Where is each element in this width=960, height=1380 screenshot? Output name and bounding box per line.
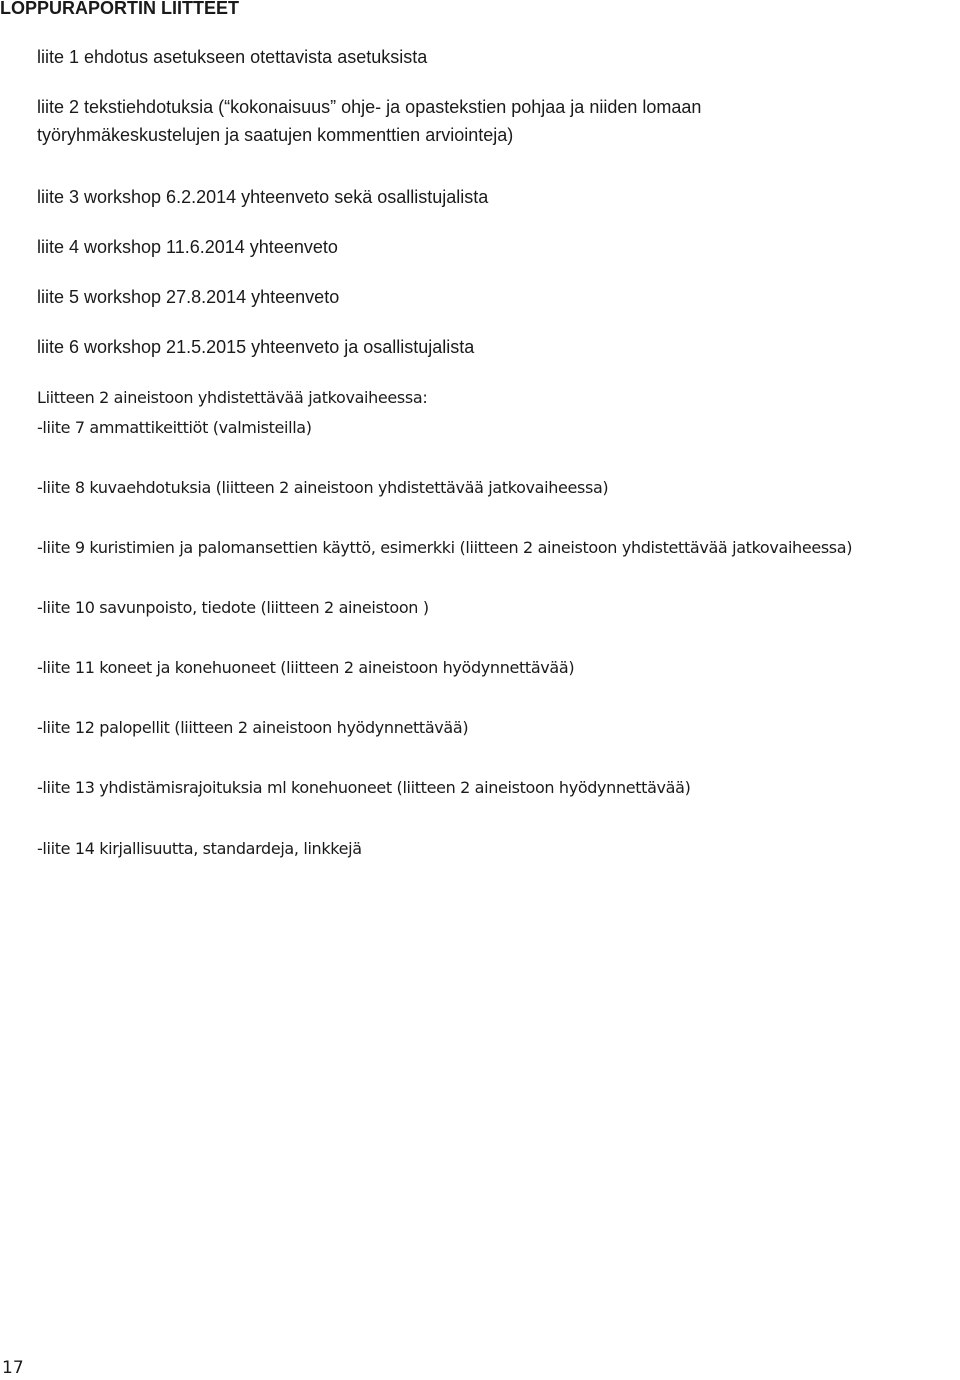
attachment-2: liite 2 tekstiehdotuksia (“kokonaisuus” ohje- ja opastekstien pohjaa ja niiden lomaan — [37, 97, 702, 117]
additional-attachment-8: -liite 8 kuvaehdotuksia (liitteen 2 aineistoon yhdistettävää jatkovaiheessa) — [37, 478, 609, 497]
attachment-4: liite 4 workshop 11.6.2014 yhteenveto — [37, 237, 338, 257]
additional-attachment-14: -liite 14 kirjallisuutta, standardeja, linkkejä — [37, 839, 362, 858]
attachment-2-continued: työryhmäkeskustelujen ja saatujen kommenttien arviointeja) — [37, 125, 514, 145]
additional-attachment-12: -liite 12 palopellit (liitteen 2 aineistoon hyödynnettävää) — [37, 718, 469, 737]
page-number: 17 — [2, 1358, 24, 1378]
attachment-1: liite 1 ehdotus asetukseen otettavista asetuksista — [37, 47, 428, 67]
attachment-6: liite 6 workshop 21.5.2015 yhteenveto ja osallistujalista — [37, 337, 475, 357]
additional-intro: Liitteen 2 aineistoon yhdistettävää jatkovaiheessa: — [37, 388, 428, 407]
attachment-3: liite 3 workshop 6.2.2014 yhteenveto sekä osallistujalista — [37, 187, 489, 207]
additional-attachment-13: -liite 13 yhdistämisrajoituksia ml konehuoneet (liitteen 2 aineistoon hyödynnettävää) — [37, 778, 691, 797]
page-heading: LOPPURAPORTIN LIITTEET — [0, 0, 240, 18]
attachment-5: liite 5 workshop 27.8.2014 yhteenveto — [37, 287, 340, 307]
additional-attachment-9: -liite 9 kuristimien ja palomansettien käyttö, esimerkki (liitteen 2 aineistoon yhdistettävää jatkovaiheessa) — [37, 538, 853, 557]
additional-attachment-11: -liite 11 koneet ja konehuoneet (liitteen 2 aineistoon hyödynnettävää) — [37, 658, 575, 677]
additional-attachment-10: -liite 10 savunpoisto, tiedote (liitteen 2 aineistoon ) — [37, 598, 429, 617]
additional-attachment-7: -liite 7 ammattikeittiöt (valmisteilla) — [37, 418, 312, 437]
